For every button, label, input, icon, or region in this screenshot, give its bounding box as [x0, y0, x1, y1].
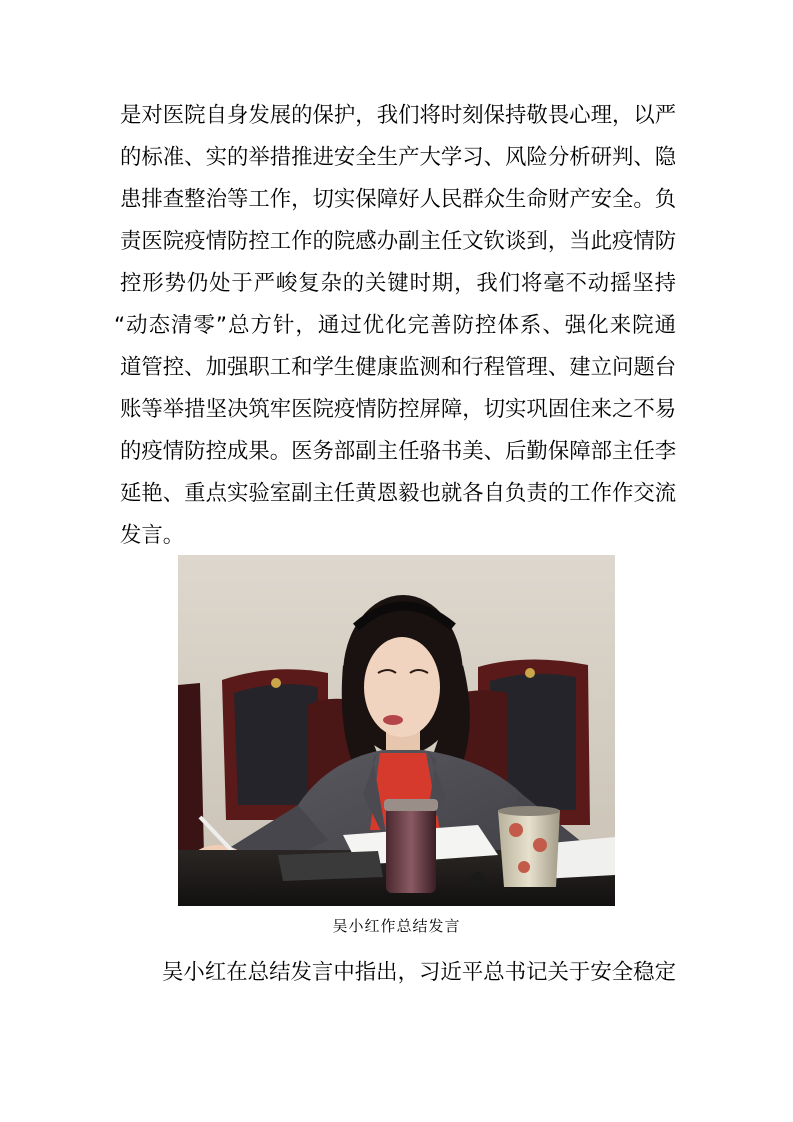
paragraph-line: 延艳、重点实验室副主任黄恩毅也就各自负责的工作作交流 [120, 481, 677, 506]
paragraph-line: 责医院疫情防控工作的院感办副主任文钦谈到，当此疫情防 [120, 229, 677, 254]
paragraph-line: 控形势仍处于严峻复杂的关键时期，我们将毫不动摇坚持 [120, 271, 676, 296]
paragraph-line: 的标准、实的举措推进安全生产大学习、风险分析研判、隐 [120, 145, 677, 170]
paragraph-line: 患排查整治等工作，切实保障好人民群众生命财产安全。负 [120, 187, 677, 212]
paragraph-line: 道管控、加强职工和学生健康监测和行程管理、建立问题台 [120, 355, 677, 380]
paragraph-line: 账等举措坚决筑牢医院疫情防控屏障，切实巩固住来之不易 [120, 397, 677, 422]
speaker-photo [178, 555, 615, 906]
paragraph-line: 发言。 [120, 523, 185, 548]
paragraph-line: 的疫情防控成果。医务部副主任骆书美、后勤保障部主任李 [120, 439, 677, 464]
speaker-photo-icon [178, 555, 615, 906]
paragraph-line: “动态清零”总方针，通过优化完善防控体系、强化来院通 [114, 313, 676, 338]
paragraph-line: 是对医院自身发展的保护，我们将时刻保持敬畏心理，以严 [120, 103, 677, 128]
photo-caption: 吴小红作总结发言 [332, 917, 461, 935]
paragraph-line: 吴小红在总结发言中指出，习近平总书记关于安全稳定 [162, 960, 676, 985]
